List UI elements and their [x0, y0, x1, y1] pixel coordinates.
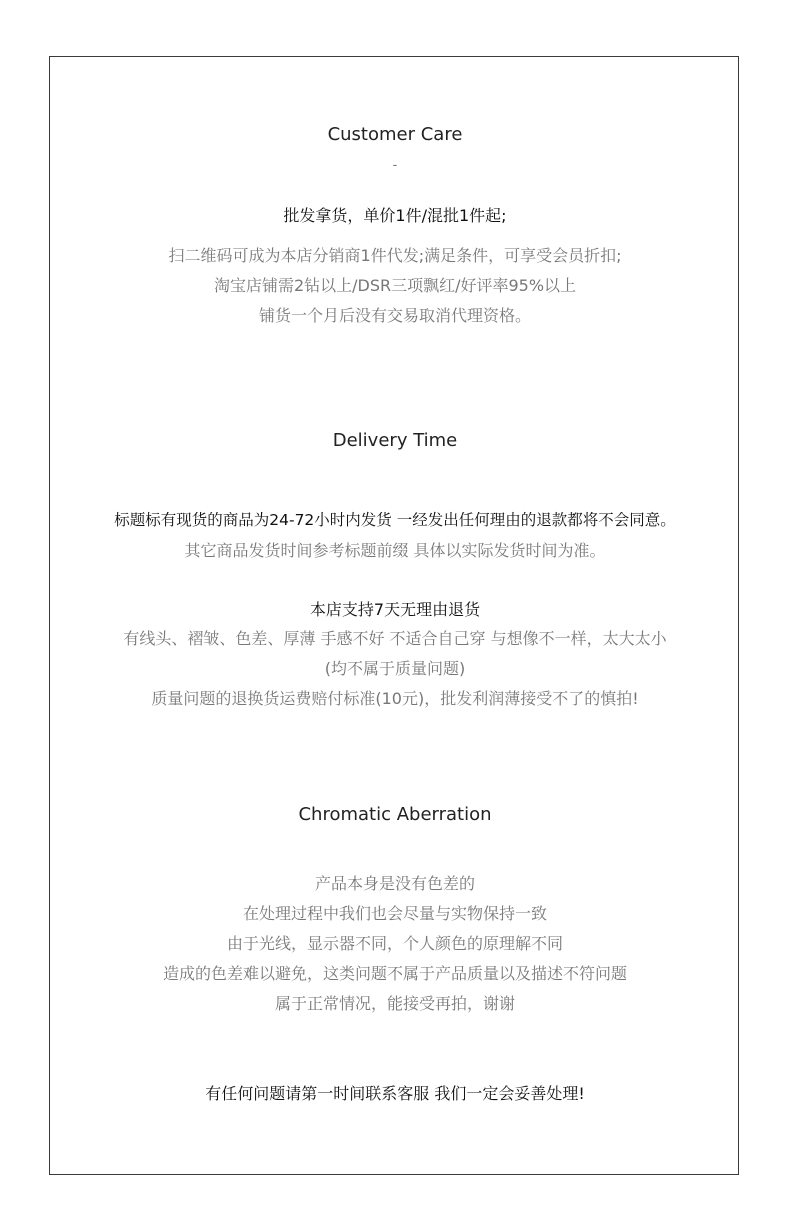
- delivery-note: 其它商品发货时间参考标题前缀 具体以实际发货时间为准。: [184, 541, 606, 560]
- chromatic-line-3: 由于光线，显示器不同，个人颜色的原理解不同: [226, 934, 563, 953]
- wholesale-line-3: 铺货一个月后没有交易取消代理资格。: [258, 306, 531, 325]
- chromatic-line-2: 在处理过程中我们也会尽量与实物保持一致: [242, 904, 547, 923]
- wholesale-headline: 批发拿货，单价1件/混批1件起;: [283, 206, 507, 225]
- delivery-time-title: Delivery Time: [332, 430, 458, 451]
- chromatic-line-1: 产品本身是没有色差的: [314, 874, 475, 893]
- return-line-3: 质量问题的退换货运费赔付标准(10元)，批发利润薄接受不了的慎拍!: [151, 689, 639, 708]
- return-policy-headline: 本店支持7天无理由退货: [309, 600, 481, 619]
- chromatic-aberration-title: Chromatic Aberration: [298, 804, 492, 825]
- customer-care-title: Customer Care: [327, 124, 463, 145]
- footer-contact-text: 有任何问题请第一时间联系客服 我们一定会妥善处理!: [205, 1084, 585, 1103]
- return-line-2: (均不属于质量问题): [324, 659, 466, 678]
- section-divider: -: [392, 158, 398, 173]
- return-line-1: 有线头、褶皱、色差、厚薄 手感不好 不适合自己穿 与想像不一样，太大太小: [123, 629, 667, 648]
- chromatic-line-4: 造成的色差难以避免，这类问题不属于产品质量以及描述不符问题: [162, 964, 627, 983]
- delivery-headline: 标题标有现货的商品为24-72小时内发货 一经发出任何理由的退款都将不会同意。: [114, 511, 676, 529]
- wholesale-line-1: 扫二维码可成为本店分销商1件代发;满足条件，可享受会员折扣;: [168, 246, 622, 265]
- chromatic-line-5: 属于正常情况，能接受再拍，谢谢: [274, 994, 515, 1013]
- wholesale-line-2: 淘宝店铺需2钻以上/DSR三项飘红/好评率95%以上: [213, 276, 577, 295]
